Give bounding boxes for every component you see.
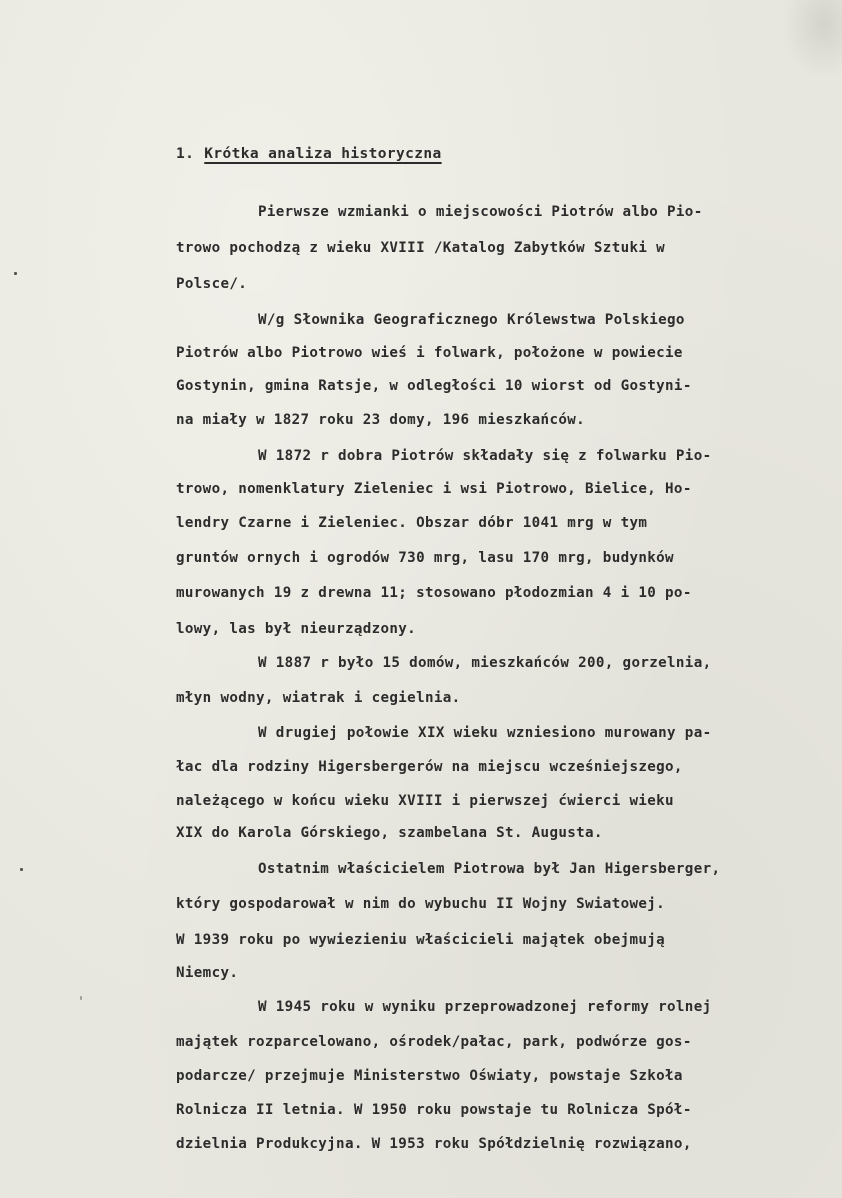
text-line: W 1939 roku po wywiezieniu właścicieli majątek obejmują xyxy=(176,932,666,948)
text-line: Rolnicza II letnia. W 1950 roku powstaje tu Rolnicza Spół- xyxy=(176,1102,692,1118)
text-line: podarcze/ przejmuje Ministerstwo Oświaty, powstaje Szkoła xyxy=(176,1068,683,1084)
text-line: XIX do Karola Górskiego, szambelana St. Augusta. xyxy=(176,825,603,841)
punch-mark-top xyxy=(14,272,17,275)
text-line: trowo, nomenklatury Zieleniec i wsi Piotrowo, Bielice, Ho- xyxy=(176,481,692,497)
text-line: majątek rozparcelowano, ośrodek/pałac, park, podwórze gos- xyxy=(176,1034,692,1050)
punch-mark-middle xyxy=(20,868,23,871)
text-line: Niemcy. xyxy=(176,965,239,981)
text-line: dzielnia Produkcyjna. W 1953 roku Spółdzielnię rozwiązano, xyxy=(176,1136,692,1152)
text-line: Piotrów albo Piotrowo wieś i folwark, położone w powiecie xyxy=(176,345,683,361)
text-line: młyn wodny, wiatrak i cegielnia. xyxy=(176,690,461,706)
text-line: lendry Czarne i Zieleniec. Obszar dóbr 1041 mrg w tym xyxy=(176,515,648,531)
text-line: trowo pochodzą z wieku XVIII /Katalog Zabytków Sztuki w xyxy=(176,240,666,256)
text-line: W 1887 r było 15 domów, mieszkańców 200, gorzelnia, xyxy=(258,655,712,671)
text-line: Ostatnim właścicielem Piotrowa był Jan Higersberger, xyxy=(258,861,721,877)
text-line: W/g Słownika Geograficznego Królewstwa Polskiego xyxy=(258,312,685,328)
section-heading xyxy=(176,146,442,162)
punch-mark-bottom xyxy=(80,996,82,1000)
section-number: 1. xyxy=(176,146,195,162)
text-line: Pierwsze wzmianki o miejscowości Piotrów albo Pio- xyxy=(258,204,703,220)
text-line: który gospodarował w nim do wybuchu II Wojny Swiatowej. xyxy=(176,896,666,912)
text-line: należącego w końcu wieku XVIII i pierwszej ćwierci wieku xyxy=(176,793,674,809)
text-line: murowanych 19 z drewna 11; stosowano płodozmian 4 i 10 po- xyxy=(176,585,692,601)
section-title: Krótka analiza historyczna xyxy=(204,146,442,162)
text-line: łac dla rodziny Higersbergerów na miejscu wcześniejszego, xyxy=(176,759,683,775)
text-line: na miały w 1827 roku 23 domy, 196 mieszkańców. xyxy=(176,412,586,428)
text-line: gruntów ornych i ogrodów 730 mrg, lasu 170 mrg, budynków xyxy=(176,550,674,566)
text-line: W 1872 r dobra Piotrów składały się z folwarku Pio- xyxy=(258,448,712,464)
text-line: W 1945 roku w wyniku przeprowadzonej reformy rolnej xyxy=(258,999,712,1015)
text-line: Polsce/. xyxy=(176,276,248,292)
text-line: lowy, las był nieurządzony. xyxy=(176,621,417,637)
text-line: Gostynin, gmina Ratsje, w odległości 10 wiorst od Gostyni- xyxy=(176,378,692,394)
paper-stain xyxy=(782,0,842,80)
text-line: W drugiej połowie XIX wieku wzniesiono murowany pa- xyxy=(258,725,712,741)
